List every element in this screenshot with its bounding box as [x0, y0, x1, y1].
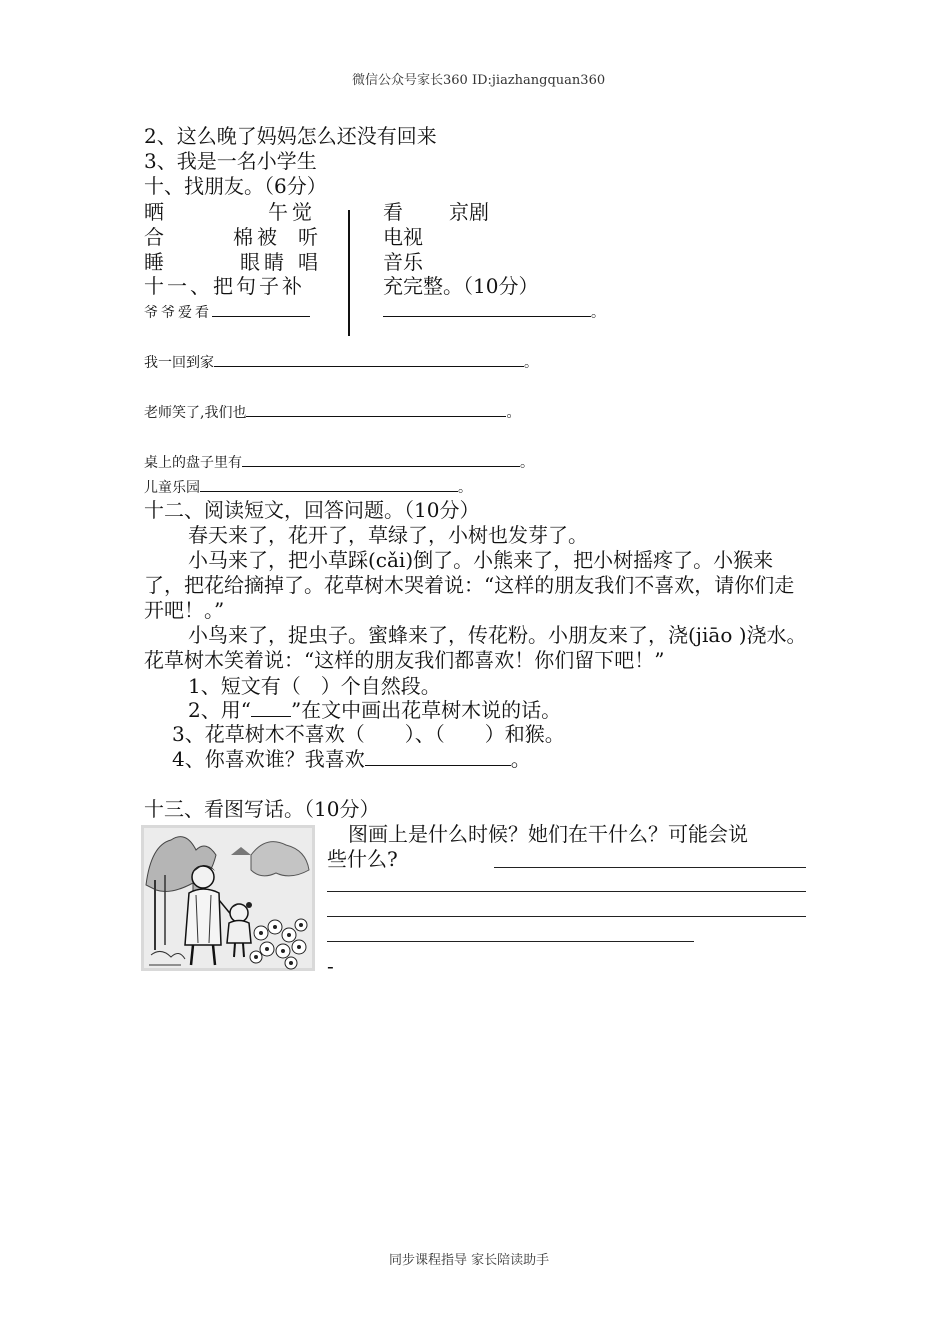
- match-word: 听: [298, 225, 318, 249]
- section-11-title-right: 充完整。（10分）: [383, 274, 539, 298]
- match-word: 唱: [298, 250, 318, 274]
- match-word: 午觉: [268, 200, 316, 224]
- trailing-dash: -: [327, 954, 334, 978]
- section-12-title: 十二、阅读短文，回答问题。（10分）: [144, 498, 480, 522]
- answer-blank[interactable]: [212, 301, 310, 317]
- writing-line[interactable]: [327, 916, 806, 917]
- sentence-end: 。: [506, 405, 521, 421]
- writing-line[interactable]: [494, 867, 806, 868]
- sentence-3: 3、我是一名小学生: [144, 149, 317, 173]
- page-header: 微信公众号家长360 ID:jiazhangquan360: [352, 73, 606, 88]
- sentence-end: 。: [524, 355, 538, 371]
- match-word: 睡: [144, 250, 164, 274]
- fill-sentence-3: [144, 401, 520, 422]
- reading-paragraph-1: 春天来了，花开了，草绿了，小树也发芽了。: [188, 523, 588, 547]
- answer-blank[interactable]: [200, 476, 458, 492]
- match-word: 电视: [383, 225, 423, 249]
- reading-paragraph-3: 小鸟来了，捉虫子。蜜蜂来了，传花粉。小朋友来了，浇(jiāo )浇水。花草树木笑着说：“这样的朋友我们都喜欢！你们留下吧！”: [144, 623, 807, 672]
- writing-line[interactable]: [327, 941, 694, 942]
- sentence-prefix: 儿童乐园: [144, 480, 200, 496]
- match-word: 合: [144, 225, 164, 249]
- match-word: 看: [383, 200, 403, 224]
- question-text: 4、你喜欢谁？我喜欢: [172, 747, 365, 771]
- fill-sentence-1: [144, 301, 310, 322]
- question-text: ”在文中画出花草树木说的话。: [290, 698, 562, 722]
- fill-sentence-2: [144, 351, 538, 372]
- fill-sentence-1-cont: [383, 301, 605, 322]
- match-word: 眼睛: [240, 250, 288, 274]
- question-text: 2、用“: [188, 698, 251, 722]
- fill-sentence-4: [144, 451, 534, 472]
- question-4: [172, 747, 531, 771]
- answer-blank[interactable]: [246, 401, 506, 417]
- section-10-title: 十、找朋友。（6分）: [144, 174, 327, 198]
- match-word: 京剧: [449, 200, 489, 224]
- reading-paragraph-2: 小马来了，把小草踩(cǎi)倒了。小熊来了，把小树摇疼了。小猴来了，把花给摘掉了。花草树木哭着说：“这样的朋友我们不喜欢，请你们走开吧！。”: [144, 548, 795, 622]
- sentence-prefix: 桌上的盘子里有: [144, 455, 242, 471]
- match-word: 晒: [144, 200, 164, 224]
- answer-blank[interactable]: [214, 351, 524, 367]
- question-1: 1、短文有（ ）个自然段。: [188, 674, 441, 698]
- picture-illustration: [141, 825, 315, 971]
- question-3: 3、花草树木不喜欢（ ）、（ ）和猴。: [172, 722, 565, 746]
- writing-prompt-line-2: 些什么?: [327, 847, 398, 871]
- answer-blank[interactable]: [383, 301, 591, 317]
- answer-blank[interactable]: [365, 747, 511, 766]
- writing-line[interactable]: [327, 891, 806, 892]
- sentence-end: 。: [458, 480, 472, 496]
- match-word: 音乐: [383, 250, 423, 274]
- sentence-prefix: 爷爷爱看: [144, 305, 212, 321]
- question-2: [188, 698, 561, 722]
- section-11-title-left: 十一、把句子补: [144, 274, 305, 298]
- fill-sentence-5: [144, 476, 472, 497]
- sentence-end: 。: [520, 455, 534, 471]
- answer-blank[interactable]: [251, 698, 291, 717]
- match-word: 棉被: [233, 225, 281, 249]
- section-13-title: 十三、看图写话。（10分）: [144, 797, 380, 821]
- page-footer: 同步课程指导 家长陪读助手: [389, 1253, 550, 1268]
- writing-prompt-line-1: 图画上是什么时候？她们在干什么？可能会说: [348, 822, 748, 846]
- divider-line: [348, 210, 350, 336]
- sentence-2: 2、这么晚了妈妈怎么还没有回来: [144, 124, 437, 148]
- sentence-end: 。: [591, 305, 605, 321]
- question-text: 。: [510, 747, 531, 771]
- sentence-prefix: 老师笑了,我们也: [144, 405, 247, 421]
- sentence-prefix: 我一回到家: [144, 355, 214, 371]
- answer-blank[interactable]: [242, 451, 520, 467]
